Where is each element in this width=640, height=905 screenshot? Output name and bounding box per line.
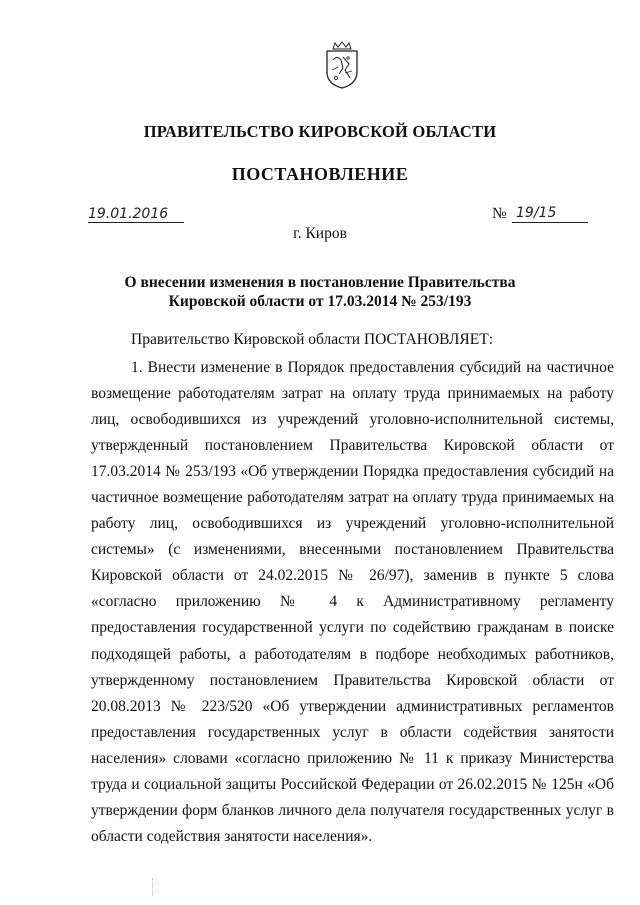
document-number-label: № <box>492 205 507 222</box>
document-subject <box>100 273 540 311</box>
city-name: г. Киров <box>293 225 347 242</box>
date-underline <box>88 222 184 223</box>
number-underline <box>512 222 588 223</box>
government-title: ПРАВИТЕЛЬСТВО КИРОВСКОЙ ОБЛАСТИ <box>143 122 497 141</box>
document-date: 19.01.2016 <box>88 206 169 222</box>
preamble-paragraph: Правительство Кировской области ПОСТАНОВЛЯЕТ: <box>131 331 494 348</box>
subject-line-1: О внесении изменения в постановление Правительства <box>124 274 516 291</box>
coat-of-arms-emblem <box>321 40 363 90</box>
document-number: 19/15 <box>516 205 557 221</box>
document-type-title: ПОСТАНОВЛЕНИЕ <box>231 164 409 184</box>
subject-line-2: Кировской области от 17.03.2014 № 253/193 <box>168 293 472 310</box>
document-body <box>91 327 614 850</box>
scan-mark <box>152 878 154 896</box>
item-1-paragraph: 1. Внести изменение в Порядок предоставления субсидий на частичное возмещение работодателям затрат на оплату труда принимаемых на работу лиц, освободившихся из учреждений уголовно-исполнительной системы, утвержденный постановлением Правительства Кировской области от 17.03.2014 № 253/193 «Об утверждении Порядка предоставления субсидий на частичное возмещение работодателям затрат на оплату труда принимаемых на работу лиц, освободившихся из учреждений уголовно-исполнительной системы» (с изменениями, внесенными постановлением Правительства Кировской области от 24.02.2015 № 26/97), заменив в пункте 5 слова «согласно приложению № 4 к Административному регламенту предоставления государственной услуги по содействию гражданам в поиске подходящей работы, а работодателям в подборе необходимых работников, утвержденному постановлением Правительства Кировской области от 20.08.2013 № 223/520 «Об утверждении административных регламентов предоставления государственных услуг в области содействия занятости населения» словами «согласно приложению № 11 к приказу Министерства труда и социальной защиты Российской Федерации от 26.02.2015 № 125н «Об утверждении форм бланков личного дела получателя государственных услуг в области содействия занятости населения». <box>91 358 614 846</box>
